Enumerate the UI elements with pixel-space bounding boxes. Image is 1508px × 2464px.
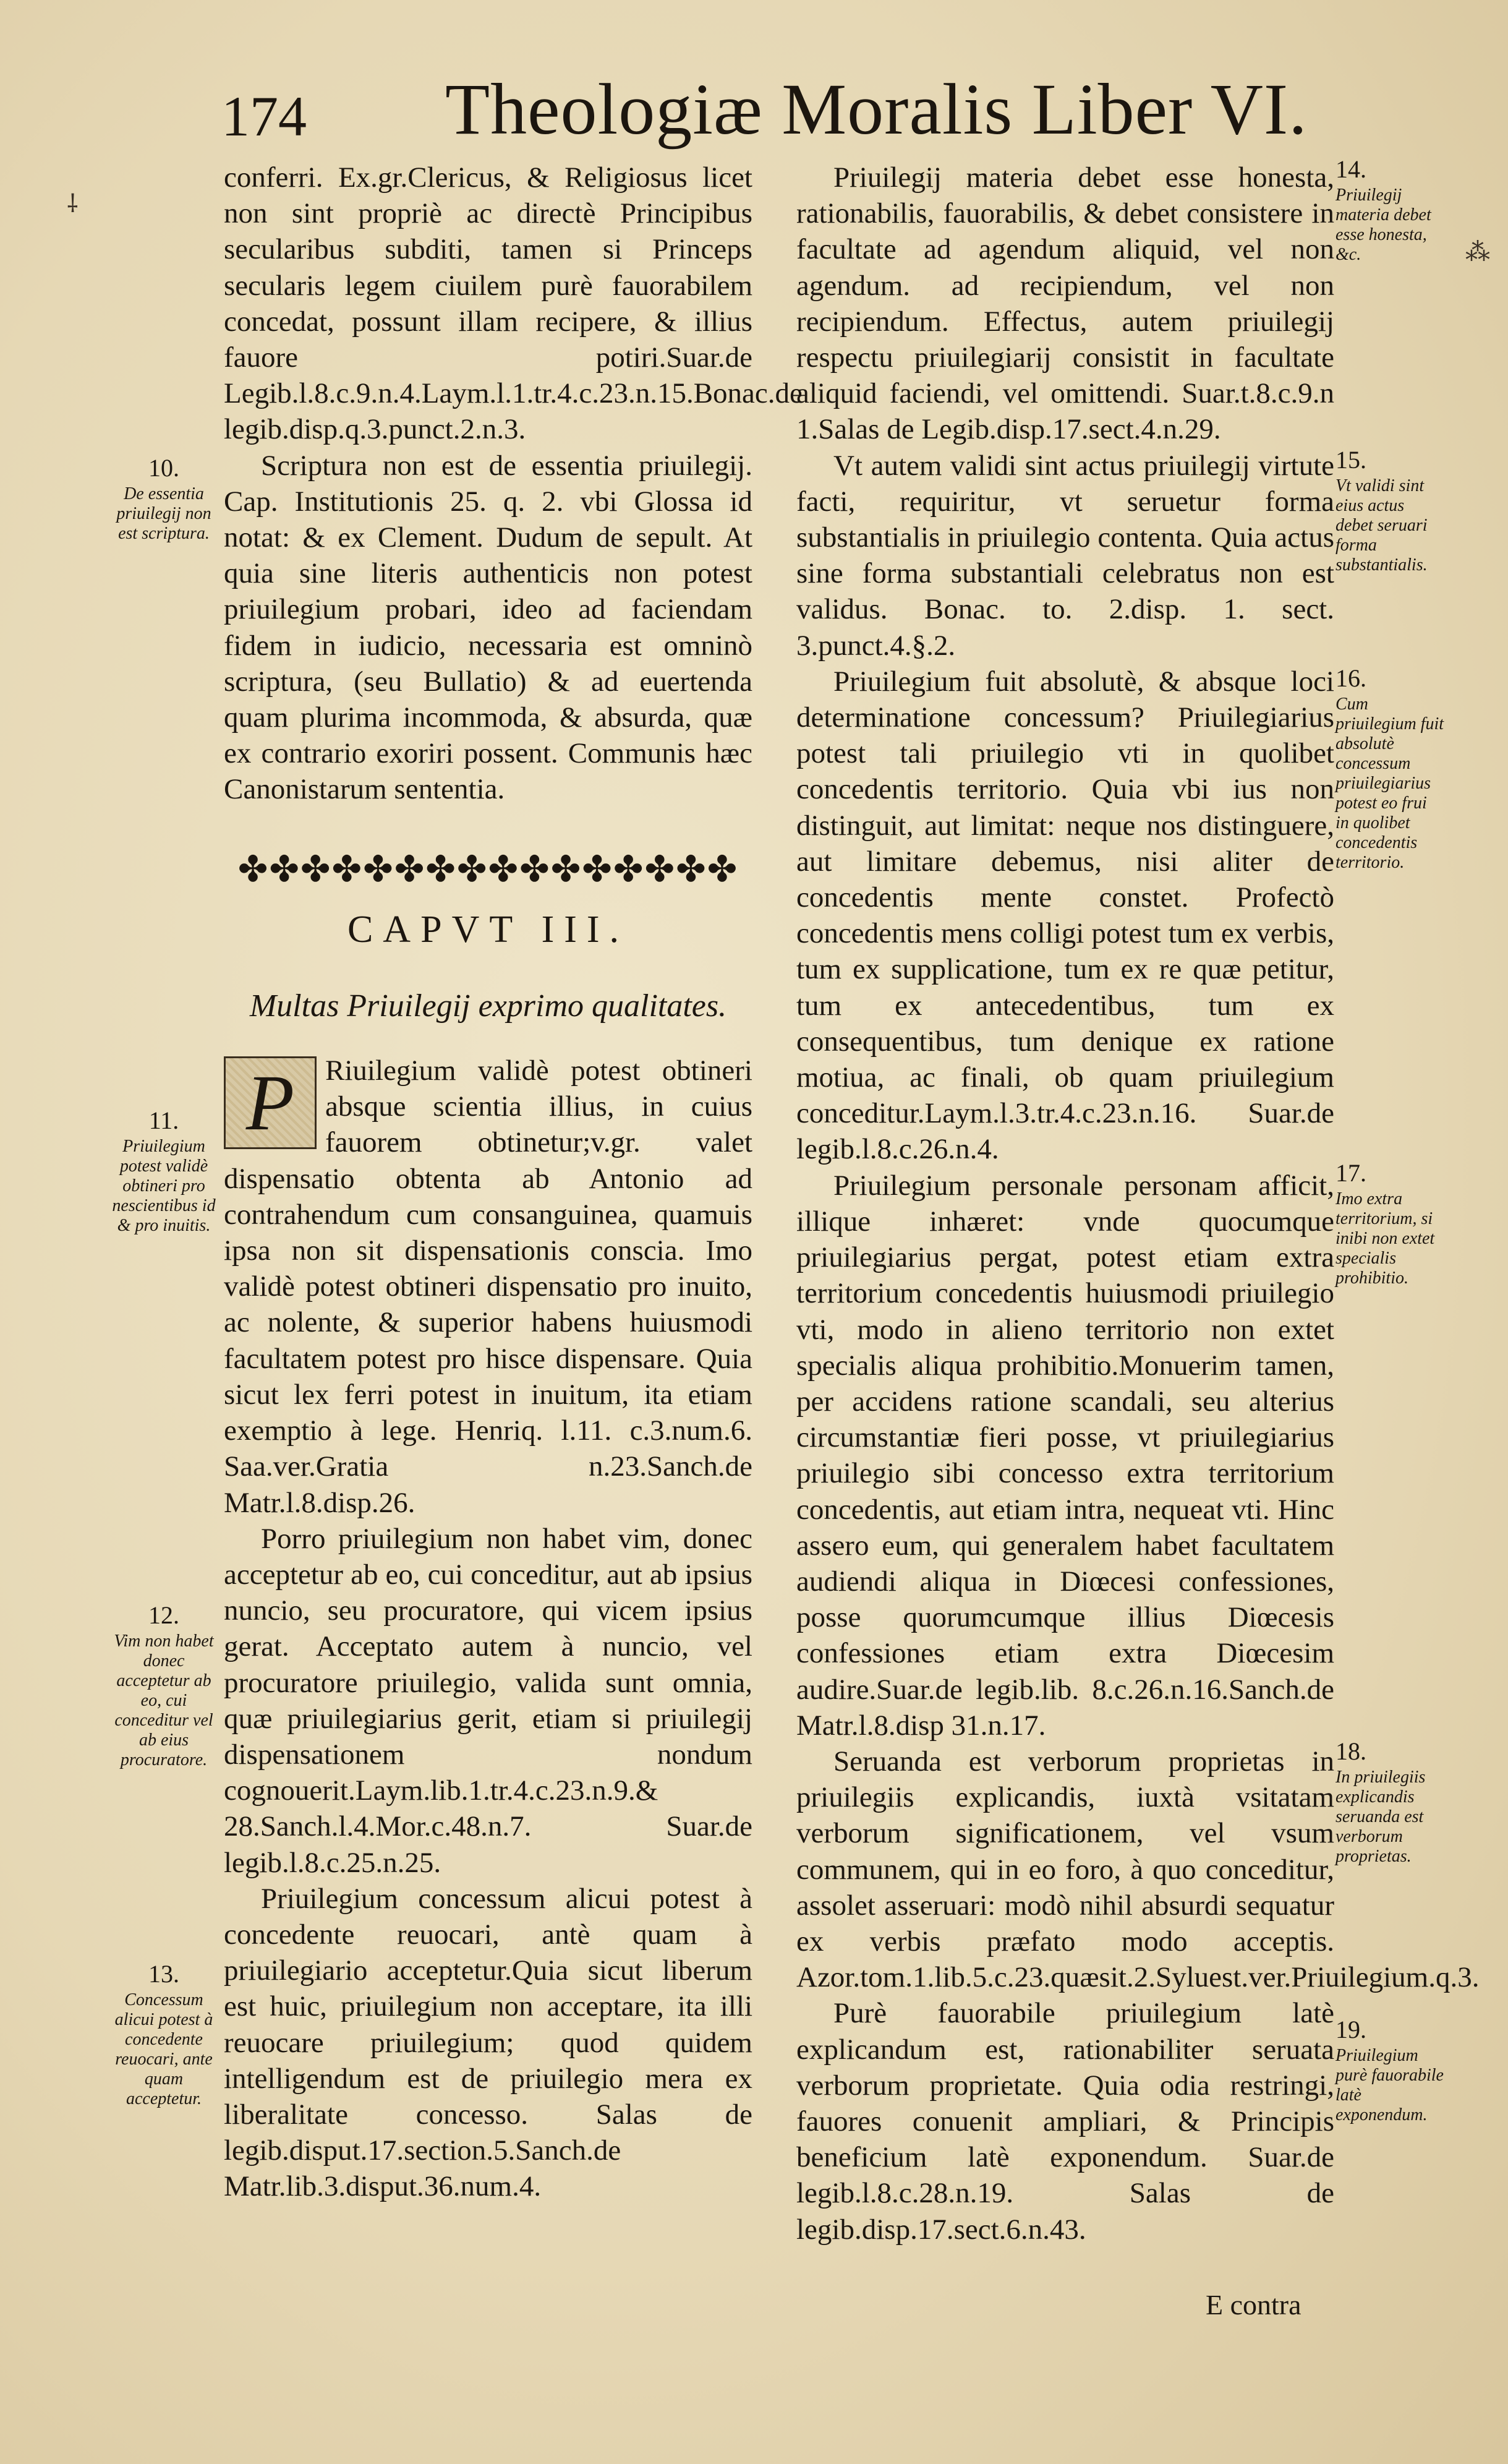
running-title: Theologiæ Moralis Liber VI. [445,69,1308,150]
margin-mark: ⸸ [67,190,79,218]
paragraph: Porro priuilegium non habet vim, donec acceptetur ab eo, cui conceditur, aut ab ipsius nuncio, seu procuratore, qui vicem ipsius gerat. Acceptato autem à nuncio, vel procuratore priuilegio, valida sunt omnia, quæ priuilegiarius gerit, etiam si priuilegij dispensationem nondum cognouerit.Laym.lib.1.tr.4.c.23.n.9.& 28.Sanch.l.4.Mor.c.48.n.7. Suar.de legib.l.8.c.25.n.25. [224,1522,752,1879]
paragraph: Priuilegium concessum alicui potest à concedente reuocari, antè quam à priuilegiario acceptetur.Quia sicut liberum est huic, priuilegium non acceptare, ita illi reuocare priuilegium; quod quidem intelligendum est de priuilegio mera ex liberalitate concesso. Salas de legib.disput.17.section.5.Sanch.de Matr.lib.3.disput.36.num.4. [224,1882,752,2203]
margin-note-number: 16. [1335,664,1366,692]
paragraph: Priuilegium personale personam afficit, illique inhæret: vnde quocumque priuilegiarius pergat, potest etiam extra territorium concedentis huiusmodi priuilegio vti, modo in alieno territorio non extet specialis aliqua prohibitio.Monuerim tamen, per accidens ratione scandali, seu alterius circumstantiæ fieri posse, vt priuilegiarius priuilegio sibi concesso extra territorium concedentis, aut etiam intra, nequeat vti. Hinc assero eum, qui generalem habet facultatem audiendi aliqua in Diœcesi confessiones, posse quorumcumque illius Diœcesis confessiones etiam extra Diœcesim audire.Suar.de legib.lib. 8.c.26.n.16.Sanch.de Matr.l.8.disp 31.n.17. [796,1169,1334,1742]
chapter-subtitle: Multas Priuilegij exprimo qualitates. [249,988,727,1024]
margin-note-number: 11. [148,1106,179,1134]
paragraph: Vt autem validi sint actus priuilegij virtute facti, requiritur, vt seruetur forma substantialis in priuilegio contenta. Quia actus sine forma substantiali celebratus non est validus. Bonac. to. 2.disp. 1. sect. 3.punct.4.§.2. [796,449,1334,662]
margin-note-text: Priuilegium purè fauorabile latè exponendum. [1335,2046,1444,2124]
margin-note-text: Cum priuilegium fuit absolutè concessum priuilegiarius potest eo frui in quolibet concedentis territorio. [1335,695,1444,872]
paragraph: conferri. Ex.gr.Clericus, & Religiosus licet non sint propriè ac directè Principibus secularibus subditi, tamen si Princeps secularis legem ciuilem purè fauorabilem concedat, possunt illam recipere, & illius fauore potiri.Suar.de Legib.l.8.c.9.n.4.Laym.l.1.tr.4.c.23.n.15.Bonac.de legib.disp.q.3.punct.2.n.3. [224,161,803,446]
margin-note-text: Vt validi sint eius actus debet seruari forma substantialis. [1335,476,1428,575]
margin-note-number: 14. [1335,155,1366,183]
margin-note [1335,665,1444,873]
margin-note-text: Concessum alicui potest à concedente reuocari, ante quam acceptetur. [114,1990,213,2108]
paragraph: Purè fauorabile priuilegium latè explicandum est, rationabiliter seruata verborum proprietate. Quia odia restringi, fauores conuenit ampliari, & Principis beneficium latè exponendum. Suar.de legib.l.8.c.28.n.19. Salas de legib.disp.17.sect.6.n.43. [796,1997,1334,2246]
decorated-initial: P [224,1056,317,1149]
page-header [210,69,1385,162]
left-column [224,160,803,2205]
margin-note-text: Imo extra territorium, si inibi non extet specialis prohibitio. [1335,1189,1435,1288]
margin-note [1335,447,1444,575]
paragraph-text: Riuilegium validè potest obtineri absque scientia illius, in cuius fauorem obtinetur;v.gr. valet dispensatio obtenta ab Antonio ad contrahendum cum consanguinea, quamuis ipsa non sit dispensationis conscia. Imo validè potest obtineri dispensatio pro inuito, ac nolente, & superior habens huiusmodi facultatem potest pro hisce dispensare. Quia sicut lex ferri potest in inuitum, ita etiam exemptio à lege. Henriq. l.11. c.3.num.6. Saa.ver.Gratia n.23.Sanch.de Matr.l.8.disp.26. [224,1054,752,1519]
margin-note [1335,1738,1444,1867]
margin-note-text: In priuilegiis explicandis seruanda est verborum proprietas. [1335,1768,1426,1866]
catchword: E contra [1206,2289,1301,2321]
margin-note-number: 17. [1335,1159,1366,1187]
paragraph: Priuilegij materia debet esse honesta, rationabilis, fauorabilis, & debet consistere in facultate ad agendum aliquid, vel non agendum. ad recipiendum, vel non recipiendum. Effectus, autem priuilegij respectu priuilegiarij consistit in facultate aliquid faciendi, vel omittendi. Suar.t.8.c.9.n 1.Salas de Legib.disp.17.sect.4.n.29. [796,161,1334,446]
margin-note [111,1961,216,2109]
margin-note-number: 19. [1335,2016,1366,2043]
page-number: 174 [221,85,307,148]
margin-note-number: 18. [1335,1737,1366,1765]
margin-note-text: Vim non habet donec acceptetur ab eo, cui conceditur vel ab eius procuratore. [114,1632,214,1769]
margin-note-number: 13. [148,1960,179,1988]
margin-note-number: 12. [148,1601,179,1629]
margin-note [1335,156,1444,265]
margin-mark: ⁂ [1465,238,1490,267]
margin-note [111,455,216,544]
margin-note [1335,2016,1444,2125]
paragraph: Priuilegium fuit absolutè, & absque loci determinatione concessum? Priuilegiarius potest tali priuilegio vti in quolibet concedentis territorio. Quia vbi ius non distinguit, aut limitat: neque nos distinguere, aut limitare debemus, nisi aliter de concedentis mente constet. Profectò concedentis mens colligi potest tum ex verbis, tum ex supplicatione, tum ex re quæ petitur, tum ex antecedentibus, tum ex consequentibus, tum denique ex ratione motiua, ac finali, ob quam priuilegium conceditur.Laym.l.3.tr.4.c.23.n.16. Suar.de legib.l.8.c.26.n.4. [796,665,1334,1166]
margin-note-text: Priuilegij materia debet esse honesta, &c. [1335,186,1431,264]
margin-note-number: 10. [148,454,179,482]
paragraph: Scriptura non est de essentia priuilegij. Cap. Institutionis 25. q. 2. vbi Glossa id notat: & ex Clement. Dudum de sepult. At quia sine literis authenticis non potest priuilegium probari, ideo ad faciendam fidem in iudicio, necessaria est omninò scriptura, (seu Bullatio) & ad euertenda quam plurima incommoda, & absurda, quæ ex contrario exoriri possent. Communis hæc Canonistarum sententia. [224,449,752,806]
chapter-title: CAPVT III. [347,908,629,951]
paragraph: Seruanda est verborum proprietas in priuilegiis explicandis, iuxtà vsitatam verborum significationem, vel vsum communem, qui in eo foro, à quo conceditur, assolet asseruari: modò nihil absurdi sequatur ex verbis præfato modo acceptis. Azor.tom.1.lib.5.c.23.quæsit.2.Syluest.ver.Priuilegium.q.3. [796,1745,1480,1994]
margin-note [1335,1160,1444,1288]
margin-note [111,1602,216,1770]
margin-note-number: 15. [1335,446,1366,474]
ornament-divider: ✤✤✤✤✤✤✤✤✤✤✤✤✤✤✤✤ [237,850,739,887]
margin-note-text: De essentia priuilegij non est scriptura. [116,484,211,543]
margin-note [111,1107,216,1236]
paragraph [224,1053,752,1521]
margin-note-text: Priuilegium potest validè obtineri pro nescientibus id & pro inuitis. [112,1137,216,1235]
